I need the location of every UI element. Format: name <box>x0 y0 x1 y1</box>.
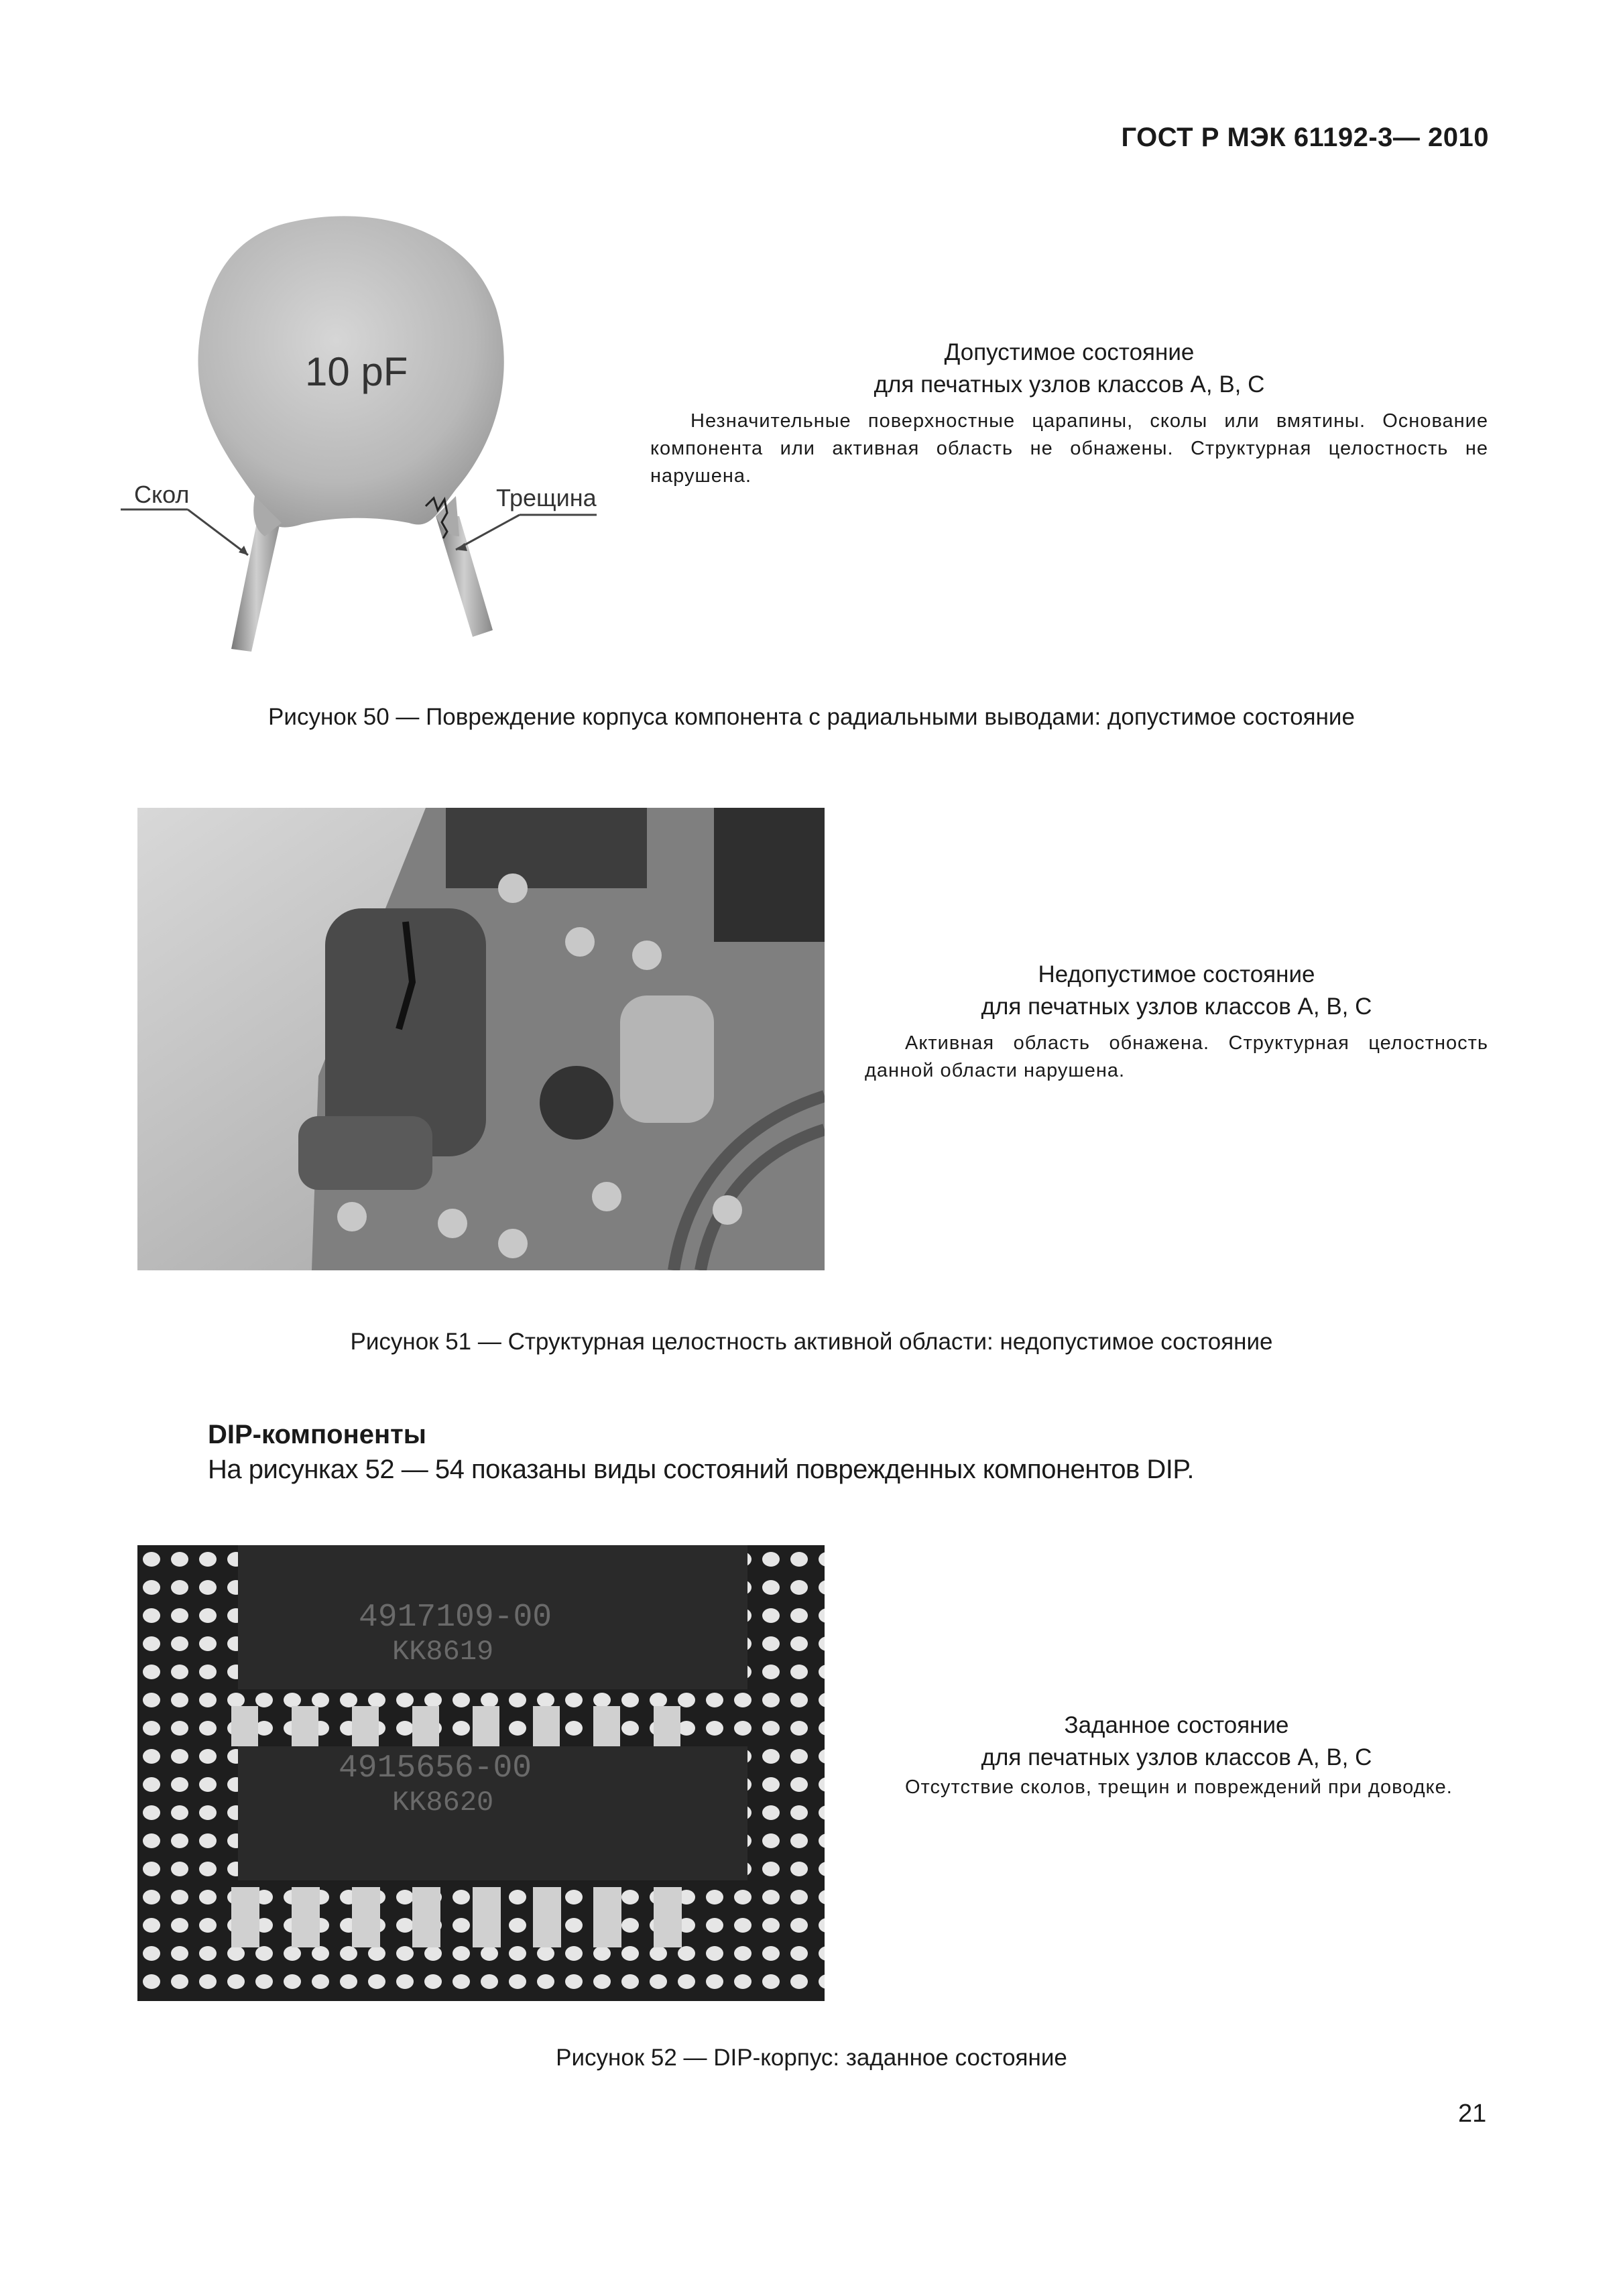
state-title: Недопустимое состояние <box>1038 961 1315 987</box>
document-code: ГОСТ Р МЭК 61192-3— 2010 <box>1121 123 1489 152</box>
figure-52-caption: Рисунок 52 — DIP-корпус: заданное состояние <box>556 2045 1067 2071</box>
chip-label: Скол <box>134 481 190 508</box>
state-subtitle: для печатных узлов классов А, В, С <box>981 993 1372 1020</box>
state-description: Незначительные поверхностные царапины, сколы или вмятины. Основание компонента или активная область не обнажены. Структурная целостность не нарушена. <box>650 410 1488 487</box>
svg-text:4915656-00: 4915656-00 <box>339 1750 532 1787</box>
page-number: 21 <box>1458 2100 1487 2128</box>
figure-51-photo <box>137 808 825 1270</box>
state-subtitle: для печатных узлов классов А, В, С <box>874 371 1265 398</box>
capacitor-value-label: 10 pF <box>305 349 408 394</box>
figure-51-state <box>865 959 1488 1085</box>
figure-50-state <box>650 337 1488 490</box>
crack-label: Трещина <box>496 484 597 511</box>
figure-50-caption: Рисунок 50 — Повреждение корпуса компонента с радиальными выводами: допустимое состояние <box>268 704 1355 730</box>
state-description: Активная область обнажена. Структурная целостность данной области нарушена. <box>865 1032 1488 1081</box>
svg-text:4917109-00: 4917109-00 <box>359 1599 552 1636</box>
figure-51-caption: Рисунок 51 — Структурная целостность активной области: недопустимое состояние <box>350 1329 1273 1355</box>
figure-52-photo <box>137 1545 825 2001</box>
state-title: Допустимое состояние <box>944 339 1195 365</box>
state-title: Заданное состояние <box>1064 1712 1289 1738</box>
left-lead <box>231 516 282 652</box>
svg-text:KK8619: KK8619 <box>392 1636 494 1668</box>
section-text: На рисунках 52 — 54 показаны виды состояний поврежденных компонентов DIP. <box>208 1455 1194 1484</box>
figure-52-state <box>865 1709 1488 1801</box>
state-description: Отсутствие сколов, трещин и повреждений при доводке. <box>905 1776 1453 1798</box>
section-title: DIP-компоненты <box>208 1420 426 1449</box>
figure-50-illustration <box>121 201 617 657</box>
svg-text:KK8620: KK8620 <box>392 1787 494 1819</box>
state-subtitle: для печатных узлов классов А, В, С <box>981 1744 1372 1770</box>
